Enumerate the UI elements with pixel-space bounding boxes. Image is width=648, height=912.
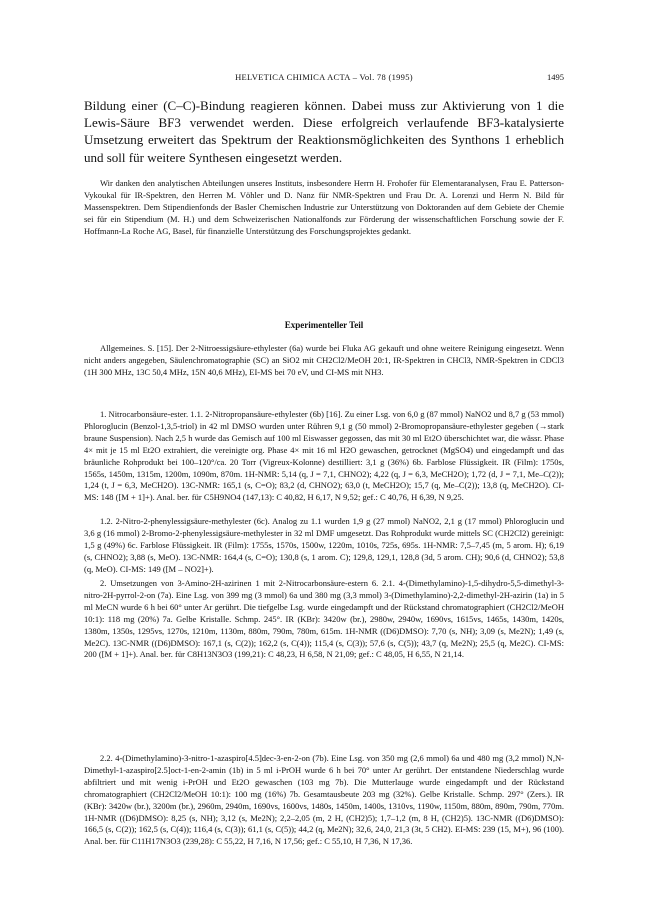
procedure-7a-paragraph: 2. Umsetzungen von 3-Amino-2H-azirinen 1 mit 2-Nitrocarbonsäure-estern 6. 2.1. 4-(Dimethylamino)-1,5-dihydro-5,5-dimethyl-3-nitro-2H-pyrrol-2-on (7a). Eine Lsg. von 399 mg (3 mmol) 6a und 380 mg (3,3 mmol) 3-(Dimethylamino)-2,2-dimethyl-2H-azirin (1a) in 5 ml MeCN wurde 6 h bei 60° unter Ar gerührt. Die tiefgelbe Lsg. wurde eingedampft und der Rückstand chromatographiert (CH2Cl2/MeOH 10:1): 118 mg (20%) 7a. Gelbe Kristalle. Schmp. 245°. IR (KBr): 3420w (br.), 2980w, 2940w, 1690vs, 1615vs, 1465s, 1430m, 1420s, 1380m, 1350s, 1295vs, 1270s, 1210m, 1130m, 880m, 790m, 780m, 615m. 1H-NMR ((D6)DMSO): 7,70 (s, NH); 3,09 (s, Me2N); 1,49 (s, Me2C). 13C-NMR ((D6)DMSO): 167,1 (s, C(2)); 162,2 (s, C(4)); 115,4 (s, C(3)); 57,6 (s, C(5)); 43,7 (q, Me2N); 25,5 (q, Me2C). CI-MS: 200 ([M + 1]+). Anal. ber. für C8H13N3O3 (199,21): C 48,23, H 6,58, N 21,09; gef.: C 48,05, H 6,55, N 21,14. — [84, 578, 564, 660]
section-heading: Experimenteller Teil — [284, 320, 364, 330]
procedure-6b-paragraph: 1. Nitrocarbonsäure-ester. 1.1. 2-Nitropropansäure-ethylester (6b) [16]. Zu einer Lsg. von 6,0 g (87 mmol) NaNO2 und 8,7 g (53 mmol) Phloroglucin (Benzol-1,3,5-triol) in 42 ml DMSO wurden unter Rühren 9,1 g (50 mmol) 2-Bromopropansäure-ethylester gegeben (→stark braune Suspension). Nach 2,5 h wurde das Gemisch auf 100 ml Eiswasser gegossen, das mit 30 ml Et2O überschichtet war, die wässr. Phase 4× mit je 15 ml Et2O extrahiert, die vereinigte org. Phase 4× mit 16 ml H2O gewaschen, getrocknet (MgSO4) und eingedampft und das bräunliche Rohprodukt bei 100–120°/ca. 20 Torr (Vigreux-Kolonne) destilliert: 3,1 g (36%) 6b. Farblose Flüssigkeit. IR (Film): 1750s, 1565s, 1450m, 1315m, 1200m, 1090m, 870m. 1H-NMR: 5,14 (q, J = 7,1, CHNO2); 4,22 (q, J = 6,3, MeCH2O); 1,72 (d, J = 7,1, Me–C(2)); 1,24 (t, J = 6,3, MeCH2O). 13C-NMR: 165,1 (s, C=O); 83,2 (d, CHNO2); 63,0 (t, MeCH2O); 15,7 (q, Me–C(2)); 13,8 (q, MeCH2O). CI-MS: 148 ([M + 1]+). Anal. ber. für C5H9NO4 (147,13): C 40,82, H 6,17, N 9,52; gef.: C 40,76, H 6,39, N 9,25. — [84, 409, 564, 503]
procedure-7b-paragraph: 2.2. 4-(Dimethylamino)-3-nitro-1-azaspiro[4.5]dec-3-en-2-on (7b). Eine Lsg. von 350 mg (2,6 mmol) 6a und 480 mg (3,2 mmol) N,N-Dimethyl-1-azaspiro[2.5]oct-1-en-2-amin (1b) in 5 ml i-PrOH wurde 6 h bei 70° unter Ar gerührt. Der entstandene Niederschlag wurde abfiltriert und mit wenig i-PrOH und Et2O gewaschen (103 mg 7b). Die Mutterlauge wurde eingedampft und der Rückstand chromatographiert (CH2Cl2/MeOH 10:1): 100 mg (16%) 7b. Gesamtausbeute 203 mg (32%). Gelbe Kristalle. Schmp. 297° (Zers.). IR (KBr): 3420w (br.), 3200m (br.), 2960m, 2940m, 1690vs, 1600vs, 1480s, 1450m, 1400s, 1310vs, 1190w, 1150m, 880m, 890m, 790m, 770m. 1H-NMR ((D6)DMSO): 8,25 (s, NH); 3,12 (s, Me2N); 2,2–2,05 (m, 2 H, (CH2)5); 1,7–1,2 (m, 8 H, (CH2)5). 13C-NMR ((D6)DMSO): 166,5 (s, C(2)); 162,5 (s, C(4)); 116,4 (s, C(3)); 61,1 (s, C(5)); 44,2 (q, Me2N); 32,6, 24,0, 21,3 (3t, 5 CH2). EI-MS: 239 (15, M+), 96 (100). Anal. ber. für C11H17N3O3 (239,28): C 55,22, H 7,16, N 17,56; gef.: C 55,10, H 7,36, N 17,36. — [84, 753, 564, 847]
running-header — [0, 72, 648, 86]
page-number: 1495 — [547, 72, 564, 82]
acknowledgements-paragraph: Wir danken den analytischen Abteilungen unseres Instituts, insbesondere Herrn H. Frohofer für Elementaranalysen, Frau E. Patterson-Vykoukal für IR-Spektren, den Herren M. Vöhler und D. Nanz für NMR-Spektren und Frau Dr. A. Lorenzi und Herrn N. Bild für Massenspektren. Dem Stipendienfonds der Basler Chemischen Industrie zur Unterstützung von Doktoranden auf dem Gebiete der Chemie sei für ein Stipendium (M. H.) und dem Schweizerischen Nationalfonds zur Förderung der wissenschaftlichen Forschung sowie der F. Hoffmann-La Roche AG, Basel, für finanzielle Unterstützung des Forschungsprojektes gedankt. — [84, 178, 564, 236]
intro-paragraph: Bildung einer (C–C)-Bindung reagieren können. Dabei muss zur Aktivierung von 1 die Lewis-Säure BF3 verwendet werden. Diese erfolgreich verlaufende BF3-katalysierte Umsetzung erweitert das Spektrum der Reaktionsmöglichkeiten des Synthons 1 erheblich und soll für weitere Synthesen eingesetzt werden. — [84, 98, 564, 165]
journal-title: HELVETICA CHIMICA ACTA – Vol. 78 (1995) — [235, 72, 413, 82]
procedure-6c-paragraph: 1.2. 2-Nitro-2-phenylessigsäure-methylester (6c). Analog zu 1.1 wurden 1,9 g (27 mmol) NaNO2, 2,1 g (17 mmol) Phloroglucin und 3,6 g (16 mmol) 2-Bromo-2-phenylessigsäure-methylester in 32 ml DMF umgesetzt. Das Rohprodukt wurde mittels SC (CH2Cl2) gereinigt: 1,5 g (49%) 6c. Farblose Flüssigkeit. IR (Film): 1755s, 1570s, 1500w, 1220m, 1010s, 725s, 695s. 1H-NMR: 7,5–7,45 (m, 5 arom. H); 6,19 (s, CHNO2); 3,88 (s, MeO). 13C-NMR: 164,4 (s, C=O); 130,8 (s, 1 arom. C); 129,8, 129,1, 128,8 (3d, 5 arom. CH); 90,6 (d, CHNO2); 53,8 (q, MeO). CI-MS: 149 ([M – NO2]+). — [84, 516, 564, 574]
general-methods-paragraph: Allgemeines. S. [15]. Der 2-Nitroessigsäure-ethylester (6a) wurde bei Fluka AG gekauft und ohne weitere Reinigung eingesetzt. Wenn nicht anders angegeben, Säulenchromatographie (SC) an SiO2 mit CH2Cl2/MeOH 20:1, IR-Spektren in CHCl3, NMR-Spektren in CDCl3 (1H 300 MHz, 13C 50,4 MHz, 15N 40,6 MHz), EI-MS bei 70 eV, und CI-MS mit NH3. — [84, 343, 564, 377]
